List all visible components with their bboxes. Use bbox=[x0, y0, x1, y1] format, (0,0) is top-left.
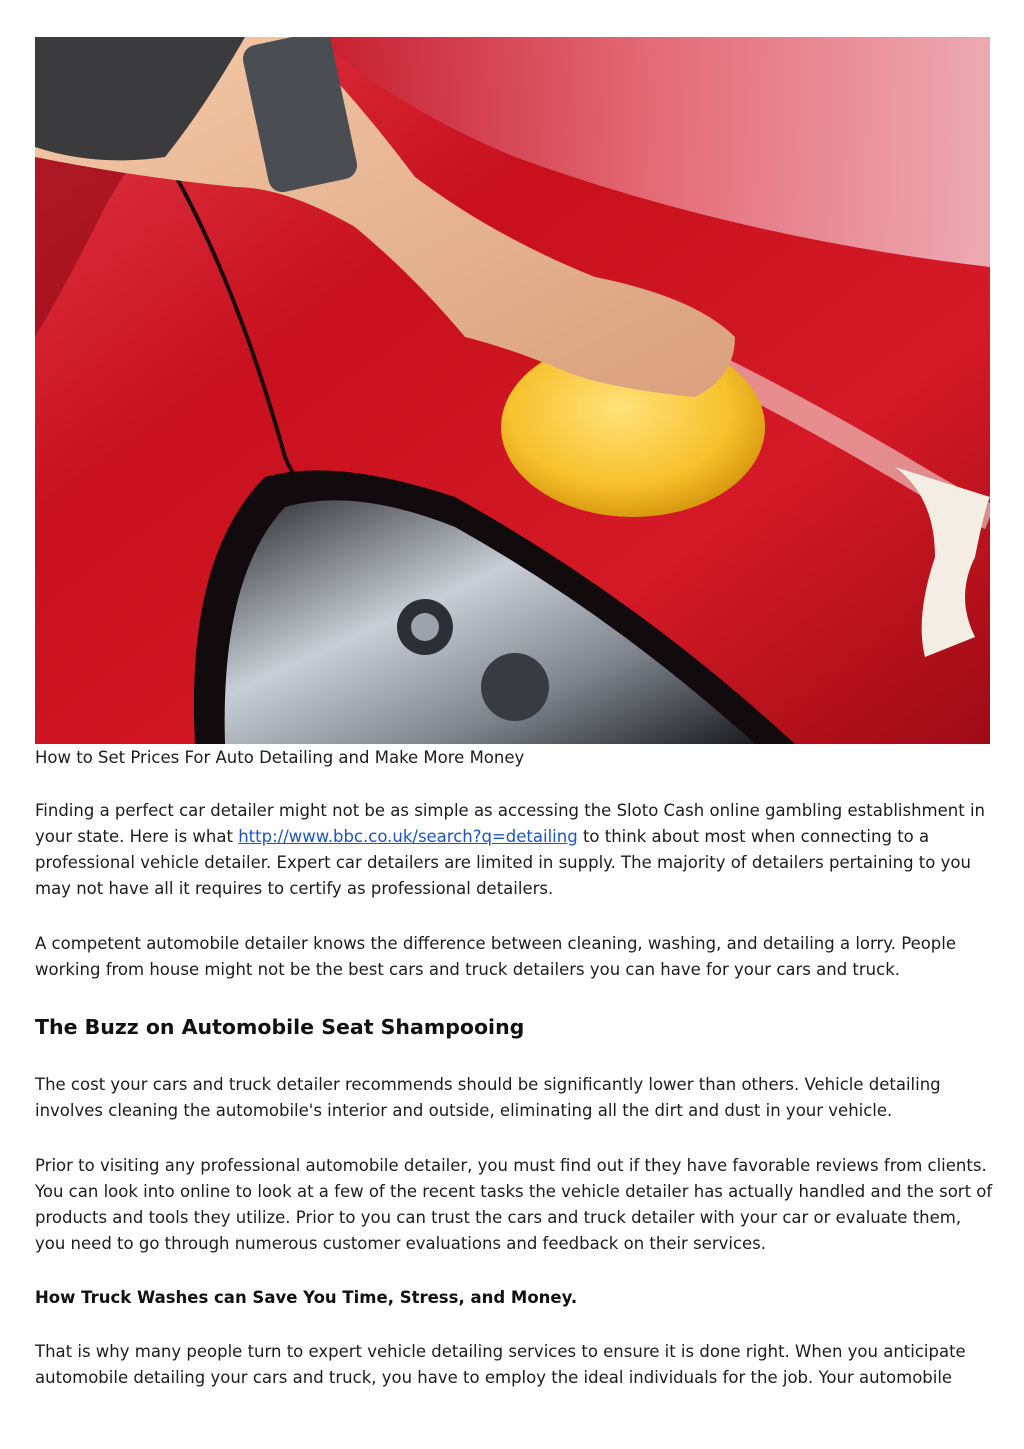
paragraph-finding-detailer bbox=[35, 798, 993, 902]
paragraph-reviews: Prior to visiting any professional automobile detailer, you must find out if they have favorable reviews from clients. You can look into online to look at a few of the recent tasks the vehicle detailer has actually handled and the sort of products and tools they utilize. Prior to you can trust the cars and truck detailer with your car or evaluate them, you need to go through numerous customer evaluations and feedback on their services. bbox=[35, 1156, 993, 1253]
heading-truck-washes: How Truck Washes can Save You Time, Stress, and Money. bbox=[35, 1288, 578, 1307]
hero-image bbox=[35, 37, 990, 744]
heading-seat-shampooing: The Buzz on Automobile Seat Shampooing bbox=[35, 1015, 525, 1039]
car-polishing-illustration bbox=[35, 37, 990, 744]
bbc-search-link[interactable]: http://www.bbc.co.uk/search?q=detailing bbox=[238, 827, 578, 846]
paragraph-text: to think about most when connecting to a professional vehicle detailer. Expert car detailers are limited in supply. The majority of detailers pertaining to you may not have all it requires to certify as professional detailers. bbox=[35, 827, 971, 898]
paragraph-competent-detailer: A competent automobile detailer knows the difference between cleaning, washing, and detailing a lorry. People working from house might not be the best cars and truck detailers you can have for your cars and truck. bbox=[35, 934, 957, 979]
paragraph-expert-services: That is why many people turn to expert vehicle detailing services to ensure it is done right. When you anticipate automobile detailing your cars and truck, you have to employ the ideal individuals for the job. Your automobile bbox=[35, 1342, 966, 1387]
paragraph-text: Finding a perfect car detailer might not be as simple as accessing the Sloto Cash online gambling establishment in your state. Here is what bbox=[35, 801, 985, 846]
image-caption: How to Set Prices For Auto Detailing and Make More Money bbox=[35, 748, 525, 767]
paragraph-cost: The cost your cars and truck detailer recommends should be significantly lower than others. Vehicle detailing involves cleaning the automobile's interior and outside, eliminating all the dirt and dust in your vehicle. bbox=[35, 1075, 941, 1120]
